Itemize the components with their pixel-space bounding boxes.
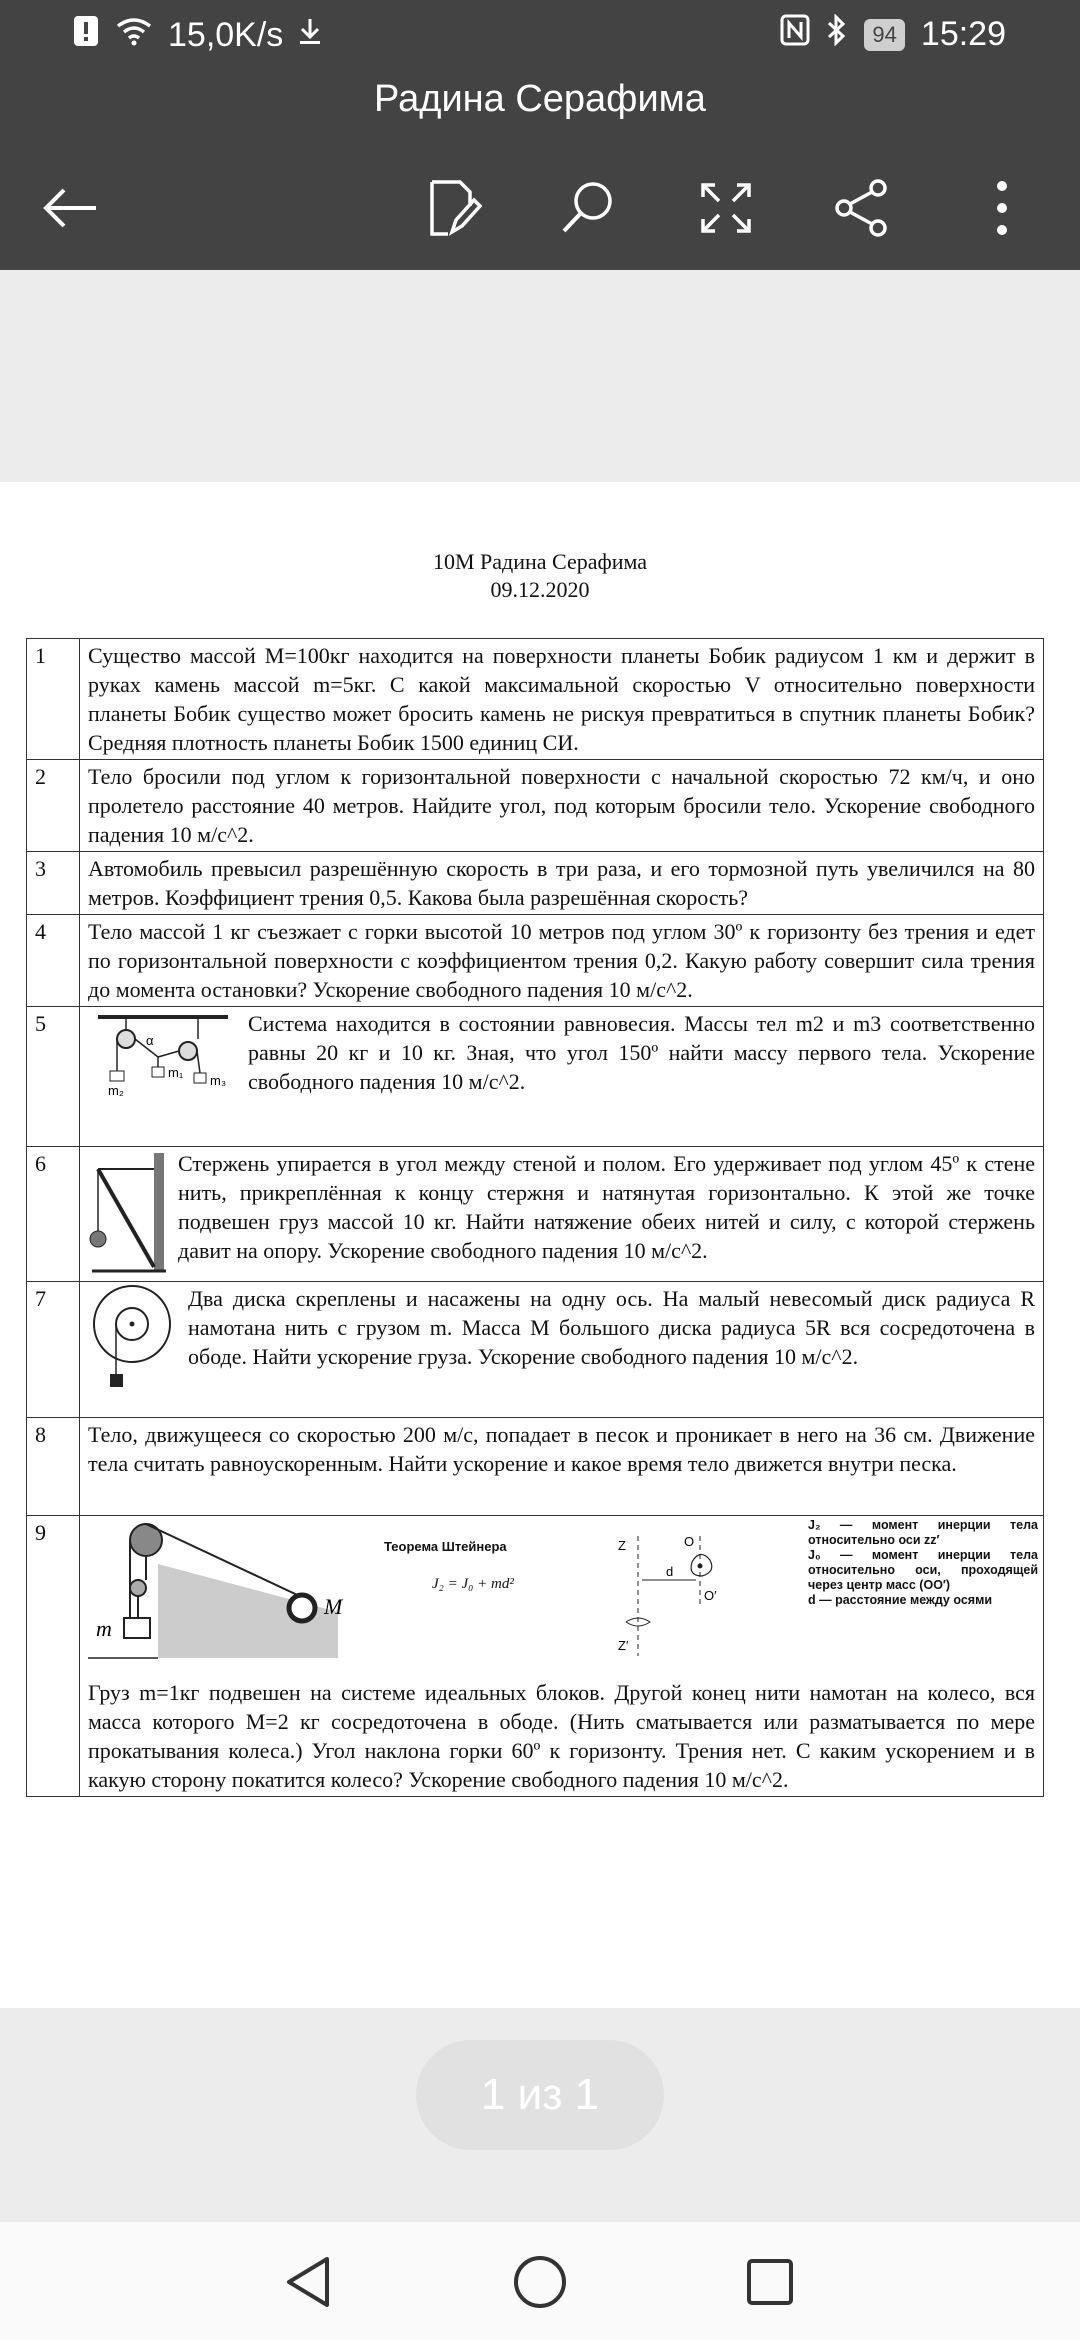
edit-icon[interactable] xyxy=(414,168,494,248)
o-prime-label: O′ xyxy=(704,1588,717,1603)
search-icon[interactable] xyxy=(548,168,628,248)
task-number: 3 xyxy=(27,852,80,915)
table-row xyxy=(27,915,1044,1007)
alpha-label: α xyxy=(146,1033,154,1048)
legend-d: d — расстояние между осями xyxy=(808,1593,993,1607)
steiner-formula: J₂ = J₀ + md² xyxy=(432,1576,514,1592)
document-page xyxy=(0,482,1080,2008)
sim-alert-icon xyxy=(72,14,100,57)
bluetooth-icon xyxy=(826,14,848,55)
rod-wall-figure xyxy=(88,1149,168,1279)
home-nav-icon[interactable] xyxy=(500,2242,580,2322)
app-bar xyxy=(0,72,1080,270)
nfc-icon xyxy=(780,14,810,55)
pulley-system-figure xyxy=(88,1009,238,1099)
task-number: 9 xyxy=(27,1516,80,1797)
task-text: Стержень упирается в угол между стеной и полом. Его удерживает под углом 45º к стене нить, прикреплённая к концу стержня и натянутая горизонтально. К этой же точке подвешен груз массой 10 кг. Найти натяжение обеих нитей и силу, с которой стержень давит на опору. Ускорение свободного падения 10 м/с^2. xyxy=(178,1151,1035,1263)
task-number: 8 xyxy=(27,1418,80,1516)
M-label: M xyxy=(324,1594,343,1619)
steiner-axes-figure xyxy=(608,1526,748,1666)
z-prime-label: Z′ xyxy=(618,1638,629,1653)
table-row xyxy=(27,760,1044,852)
battery-indicator: 94 xyxy=(864,19,904,51)
legend-j2: J₂ — момент инерции тела относительно оси zz′ xyxy=(808,1518,1038,1547)
task-text: Груз m=1кг подвешен на системе идеальных блоков. Другой конец нити намотан на колесо, вся масса которого M=2 кг сосредоточена в ободе. (Нить сматывается или разматывается по мере прокатывания колеса.) Угол наклона горки 60º к горизонту. Трения нет. С каким ускорением и в какую сторону покатится колесо? Ускорение свободного падения 10 м/с^2. xyxy=(88,1680,1035,1792)
download-icon xyxy=(297,16,323,55)
task-number: 7 xyxy=(27,1282,80,1418)
task-number: 5 xyxy=(27,1007,80,1147)
task-text: Автомобиль превысил разрешённую скорость в три раза, и его тормозной путь увеличился на 80 метров. Коэффициент трения 0,5. Какова была разрешённая скорость? xyxy=(80,852,1044,915)
table-row xyxy=(27,1516,1044,1797)
status-bar xyxy=(0,0,1080,72)
table-row xyxy=(27,1418,1044,1516)
m1-label: m₁ xyxy=(168,1065,184,1080)
steiner-title: Теорема Штейнера xyxy=(384,1539,507,1554)
task-text: Тело бросили под углом к горизонтальной поверхности с начальной скоростью 72 км/ч, и оно пролетело расстояние 40 метров. Найдите угол, под которым бросили тело. Ускорение свободного падения 10 м/с^2. xyxy=(80,760,1044,852)
o-label: O xyxy=(684,1534,695,1549)
z-label: Z xyxy=(618,1538,626,1553)
legend-j0: J₀ — момент инерции тела относительно оси, проходящей через центр масс (OO′) xyxy=(808,1548,1038,1592)
table-row xyxy=(27,852,1044,915)
back-arrow-icon[interactable] xyxy=(30,168,110,248)
task-text: Тело массой 1 кг съезжает с горки высотой 10 метров под углом 30º к горизонту без трения и едет по горизонтальной поверхности с коэффициентом трения 0,2. Какую работу совершит сила трения до момента остановки? Ускорение свободного падения 10 м/с^2. xyxy=(80,915,1044,1007)
task-cell xyxy=(80,1282,1044,1418)
task-number: 6 xyxy=(27,1147,80,1282)
task-number: 1 xyxy=(27,639,80,760)
navigation-bar xyxy=(0,2222,1080,2340)
more-icon[interactable] xyxy=(962,168,1042,248)
table-row xyxy=(27,1147,1044,1282)
two-disks-figure xyxy=(88,1284,178,1394)
task-cell xyxy=(80,1147,1044,1282)
task-cell xyxy=(80,1007,1044,1147)
clock: 15:29 xyxy=(920,15,1006,53)
task-text: Два диска скреплены и насажены на одну ось. На малый невесомый диск радиуса R намотана нить с грузом m. Масса M большого диска радиуса 5R вся сосредоточена в ободе. Найти ускорение груза. Ускорение свободного падения 10 м/с^2. xyxy=(188,1286,1035,1369)
task-text: Система находится в состоянии равновесия. Массы тел m2 и m3 соответственно равны 20 кг и 10 кг. Зная, что угол 150º найти массу первого тела. Ускорение свободного падения 10 м/с^2. xyxy=(248,1011,1035,1094)
page-indicator: 1 из 1 xyxy=(416,2040,664,2150)
table-row xyxy=(27,1282,1044,1418)
table-row xyxy=(27,1007,1044,1147)
steiner-legend xyxy=(808,1518,1038,1608)
header-date: 09.12.2020 xyxy=(490,577,590,602)
task-cell xyxy=(80,1516,1044,1797)
network-speed: 15,0K/s xyxy=(168,16,284,54)
viewer-background-top xyxy=(0,270,1080,482)
m-label: m xyxy=(96,1616,112,1641)
wifi-icon xyxy=(114,16,154,55)
task-text: Существо массой M=100кг находится на поверхности планеты Бобик радиусом 1 км и держит в руках камень массой m=5кг. С какой максимальной скоростью V относительно поверхности планеты Бобик существо может бросить камень не рискуя превратиться в спутник планеты Бобик? Средняя плотность планеты Бобик 1500 единиц СИ. xyxy=(80,639,1044,760)
table-row xyxy=(27,639,1044,760)
task9-figures xyxy=(88,1518,1038,1678)
tasks-table xyxy=(26,638,1044,1797)
document-header xyxy=(0,548,1080,604)
m2-label: m₂ xyxy=(108,1083,124,1098)
recents-nav-icon[interactable] xyxy=(730,2242,810,2322)
d-label: d xyxy=(666,1564,674,1579)
incline-wheel-figure xyxy=(88,1518,348,1668)
m3-label: m₃ xyxy=(210,1073,227,1088)
fullscreen-icon[interactable] xyxy=(686,168,766,248)
task-number: 4 xyxy=(27,915,80,1007)
document-title: Радина Серафима xyxy=(374,78,706,120)
share-icon[interactable] xyxy=(822,168,902,248)
task-number: 2 xyxy=(27,760,80,852)
back-nav-icon[interactable] xyxy=(268,2242,348,2322)
task-text: Тело, движущееся со скоростью 200 м/с, попадает в песок и проникает в него на 36 см. Движение тела считать равноускоренным. Найти ускорение и какое время тело движется внутри песка. xyxy=(80,1418,1044,1516)
header-name: 10М Радина Серафима xyxy=(432,549,648,574)
